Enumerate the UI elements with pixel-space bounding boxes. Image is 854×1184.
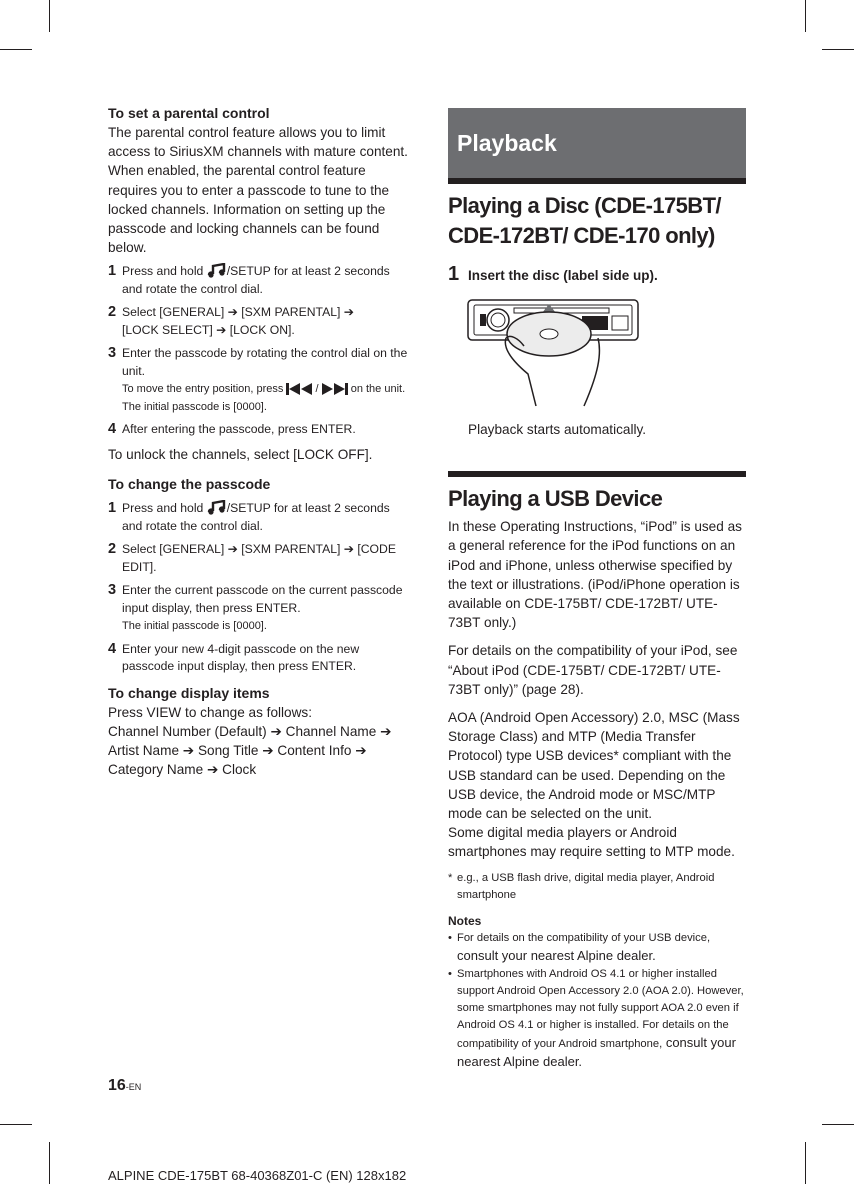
- arrow-right-icon: ➔: [262, 743, 274, 759]
- music-note-icon: [207, 500, 227, 515]
- usb-paragraph: Some digital media players or Android smartphones may require setting to MTP mode.: [448, 825, 735, 860]
- parental-heading: To set a parental control: [108, 105, 270, 121]
- skip-back-icon: [286, 383, 312, 395]
- divider: [448, 178, 746, 184]
- right-column: [448, 108, 746, 1072]
- arrow-right-icon: ➔: [182, 743, 195, 759]
- divider: [448, 471, 746, 477]
- change-passcode-steps: [108, 500, 410, 676]
- list-item: • Smartphones with Android OS 4.1 or higher installed support Android Open Accessory 2.0 (AOA 2.0). However, some smartphones may not fully support AOA 2.0 even if Android OS 4.1 or higher is installed. For details on the compatibility of your Android smartphone, consult your nearest Alpine dealer.: [448, 967, 744, 1069]
- change-passcode-heading: To change the passcode: [108, 476, 271, 493]
- list-item: 2 Select [GENERAL] ➔ [SXM PARENTAL] ➔ [CODE EDIT].: [108, 541, 396, 574]
- crop-mark: [0, 49, 32, 50]
- usb-paragraph: For details on the compatibility of your iPod, see “About iPod (CDE-175BT/ CDE-172BT/ UTE-73BT only)” (page 28).: [448, 643, 738, 697]
- list-item: • For details on the compatibility of your USB device, consult your nearest Alpine dealer.: [448, 931, 711, 963]
- crop-mark: [822, 1124, 854, 1125]
- crop-mark: [49, 1142, 50, 1184]
- arrow-right-icon: ➔: [206, 762, 219, 778]
- arrow-right-icon: ➔: [270, 723, 282, 739]
- footnote: * e.g., a USB flash drive, digital media player, Android smartphone: [448, 871, 715, 901]
- display-items-text: Press VIEW to change as follows: Channel Number (Default) ➔ Channel Name ➔ Artist Name ➔ Song Title ➔ Content Info ➔ Category Name ➔ Clock: [108, 704, 392, 778]
- list-item: 1 Press and hold /SETUP for at least 2 seconds and rotate the control dial.: [108, 500, 390, 533]
- crop-mark: [805, 1142, 806, 1184]
- disc-step: 1 Insert the disc (label side up).: [448, 263, 658, 285]
- left-column: [108, 104, 410, 779]
- playback-auto-text: Playback starts automatically.: [468, 422, 647, 437]
- display-items-heading: To change display items: [108, 684, 270, 701]
- list-item: 3 Enter the current passcode on the current passcode input display, then press ENTER. The initial passcode is [0000].: [108, 582, 403, 633]
- notes-heading: Notes: [448, 913, 482, 928]
- disc-title: Playing a Disc (CDE-175BT/ CDE-172BT/ CDE-170 only): [448, 193, 721, 248]
- skip-forward-icon: [322, 383, 348, 395]
- usb-title: Playing a USB Device: [448, 486, 663, 512]
- crop-mark: [49, 0, 50, 32]
- disc-insert-illustration: [466, 294, 646, 409]
- arrow-right-icon: ➔: [355, 743, 367, 759]
- crop-mark: [822, 49, 854, 50]
- list-item: 4 After entering the passcode, press ENTER.: [108, 421, 356, 438]
- list-item: 1 Press and hold /SETUP for at least 2 seconds and rotate the control dial.: [108, 263, 390, 296]
- list-item: 3 Enter the passcode by rotating the control dial on the unit. To move the entry position, press / on the unit. The initial passcode is [0000].: [108, 345, 408, 413]
- parental-steps: [108, 263, 410, 439]
- list-item: 2 Select [GENERAL] ➔ [SXM PARENTAL] ➔ [LOCK SELECT] ➔ [LOCK ON].: [108, 304, 354, 337]
- list-item: 4 Enter your new 4-digit passcode on the new passcode input display, then press ENTER.: [108, 640, 360, 674]
- usb-paragraph: AOA (Android Open Accessory) 2.0, MSC (Mass Storage Class) and MTP (Media Transfer Protocol) type USB devices* compliant with the USB standard can be used. Depending on the USB device, the Android mode or MSC/MTP mode can be selected on the unit.: [448, 710, 740, 822]
- music-note-icon: [207, 263, 227, 278]
- arrow-right-icon: ➔: [343, 542, 354, 557]
- arrow-right-icon: ➔: [227, 305, 238, 320]
- section-banner: Playback: [448, 108, 746, 178]
- crop-mark: [805, 0, 806, 32]
- print-info: ALPINE CDE-175BT 68-40368Z01-C (EN) 128x182: [108, 1168, 407, 1183]
- arrow-right-icon: ➔: [216, 322, 227, 337]
- parental-intro: The parental control feature allows you to limit access to SiriusXM channels with mature content. When enabled, the parental control feature requires you to enter a passcode to tune to the locked channels. Information on setting up the passcode and locking channels can be found below.: [108, 125, 408, 256]
- arrow-right-icon: ➔: [380, 723, 392, 739]
- unlock-text: To unlock the channels, select [LOCK OFF].: [108, 446, 373, 462]
- page-number: 16-EN: [108, 1077, 142, 1094]
- arrow-right-icon: ➔: [227, 542, 238, 557]
- arrow-right-icon: ➔: [343, 305, 354, 320]
- usb-paragraph: In these Operating Instructions, “iPod” is used as a general reference for the iPod functions on an iPod and iPhone, unless otherwise specified by the text or illustrations. (iPod/iPhone operation is available on CDE-175BT/ CDE-172BT/ UTE-73BT only.): [448, 519, 742, 631]
- crop-mark: [0, 1124, 32, 1125]
